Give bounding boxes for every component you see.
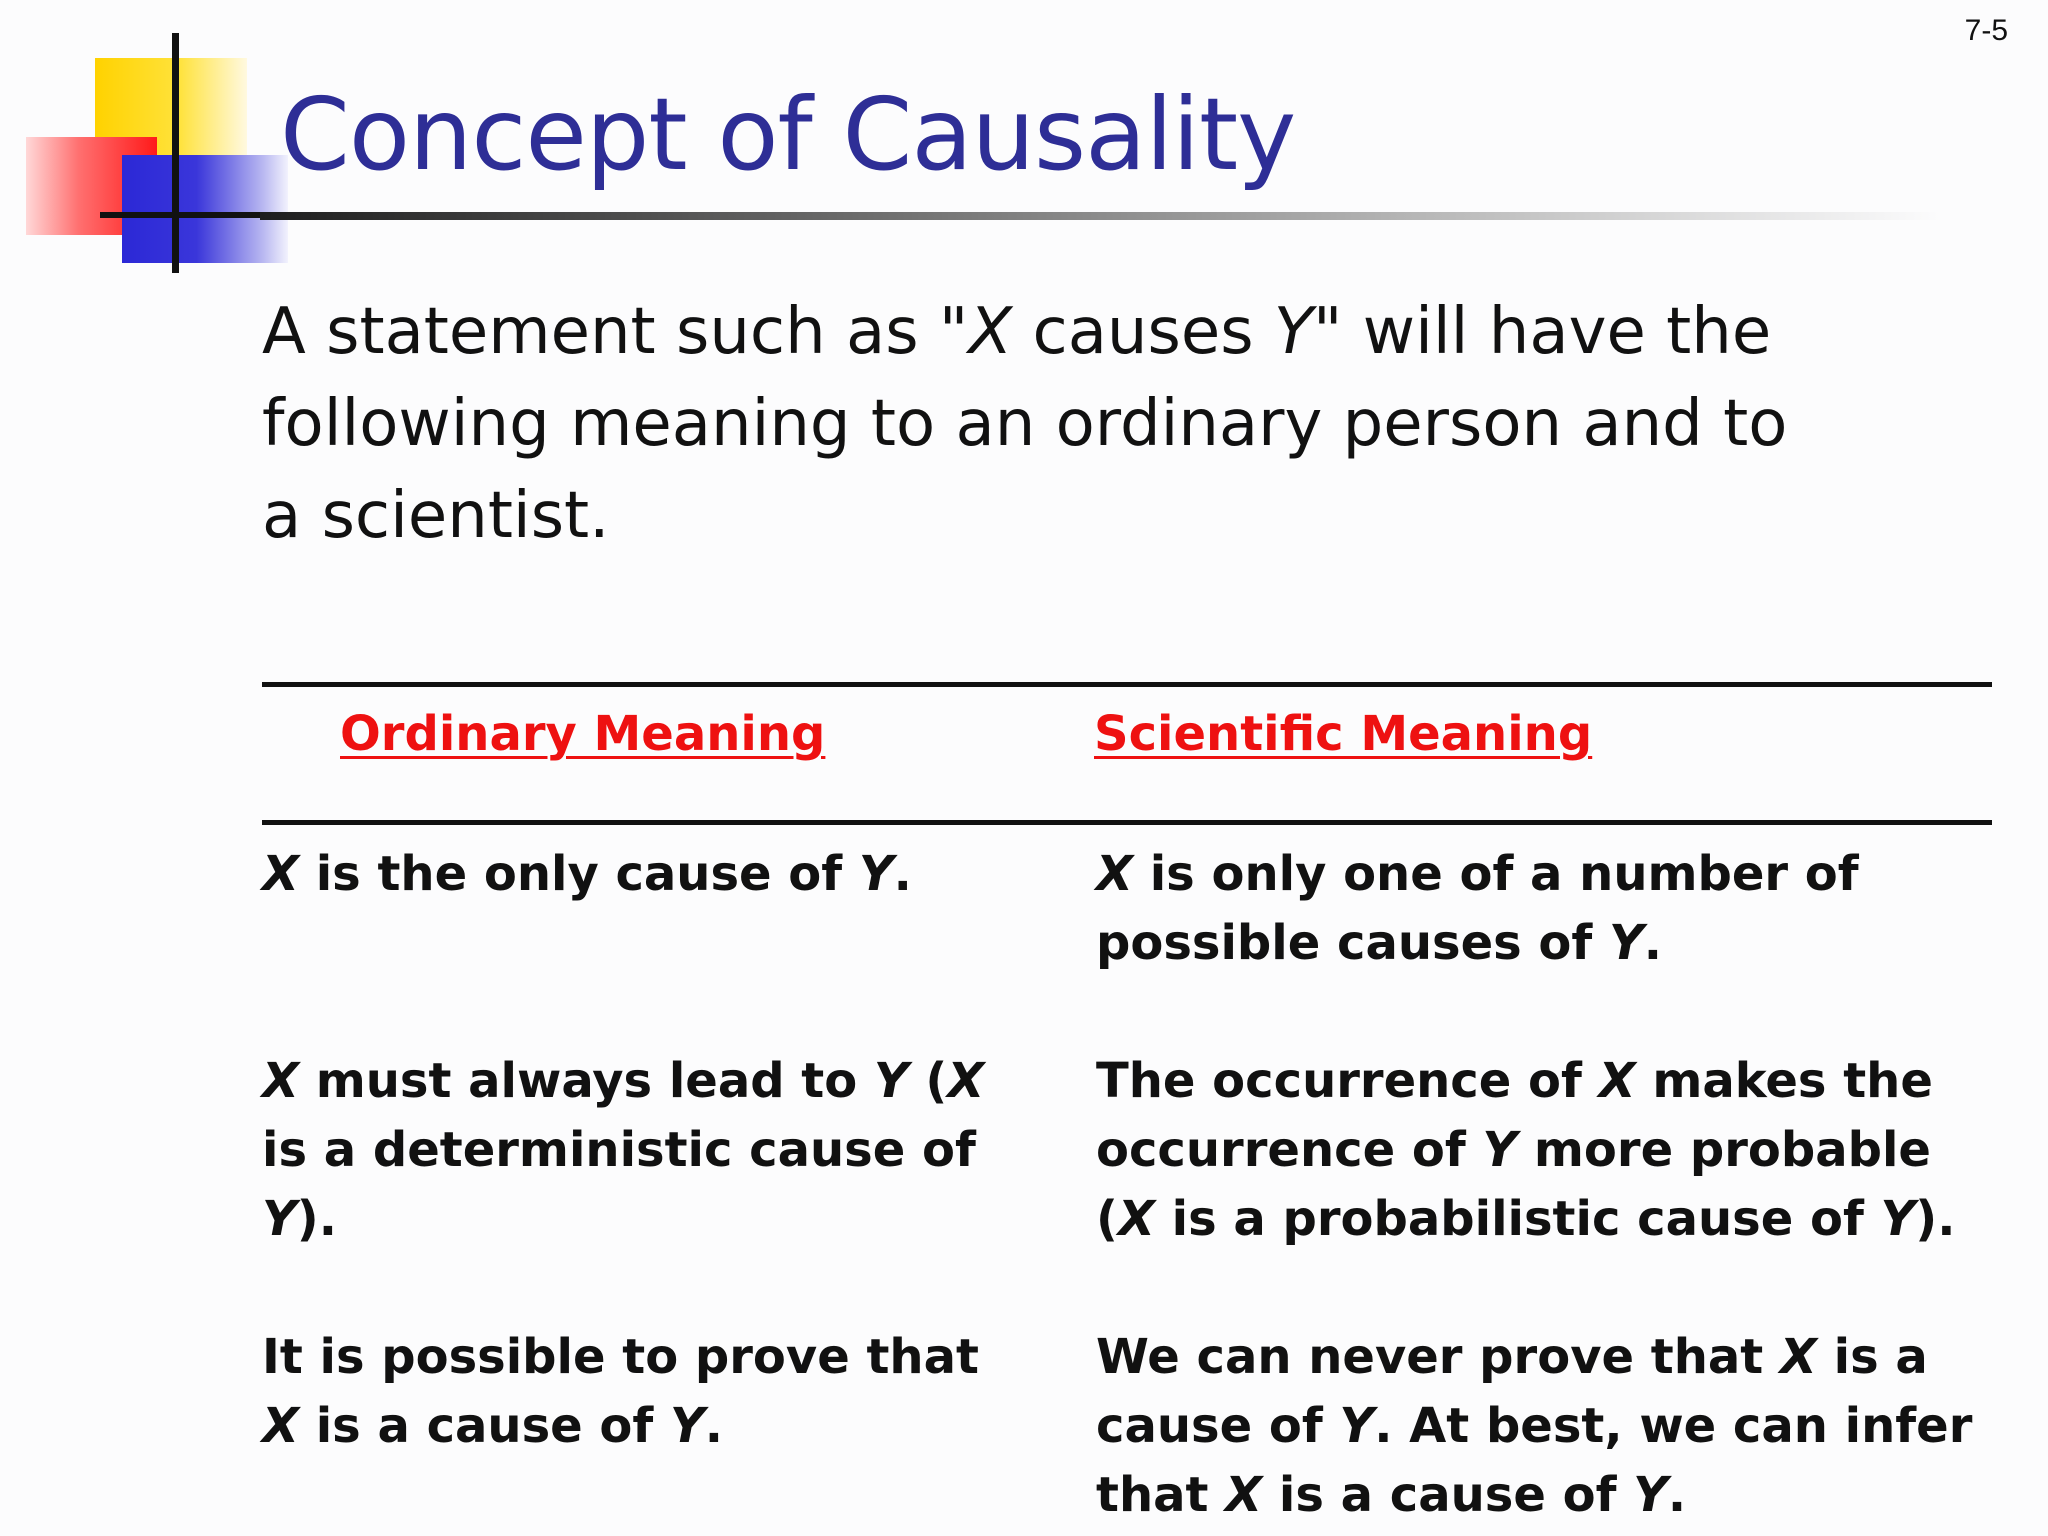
text: is a cause of — [1096, 1329, 1928, 1454]
var: Y — [669, 1398, 705, 1454]
scientific-meaning-2 — [1096, 1047, 1996, 1254]
var: Y — [262, 1191, 297, 1247]
logo-horizontal-bar — [100, 212, 280, 218]
logo-vertical-bar — [172, 33, 179, 273]
ordinary-meaning-3 — [262, 1323, 1022, 1461]
title-underline — [260, 212, 1940, 220]
var: Y — [858, 846, 894, 902]
text: must always lead to — [299, 1053, 874, 1109]
var: X — [947, 1053, 985, 1109]
text: ( — [908, 1053, 948, 1109]
var: X — [1225, 1467, 1263, 1523]
ordinary-meaning-1 — [262, 840, 1022, 909]
var: X — [262, 1053, 300, 1109]
text: It is possible to prove that — [262, 1329, 979, 1385]
header-scientific-meaning: Scientific Meaning — [1094, 706, 1593, 762]
logo-blue-square — [122, 155, 288, 263]
text: is the only cause of — [299, 846, 859, 902]
text: ). — [296, 1191, 337, 1247]
ordinary-meaning-2 — [262, 1047, 1022, 1254]
text: is a cause of — [299, 1398, 670, 1454]
intro-var-y: Y — [1273, 295, 1313, 369]
logo-decoration — [0, 0, 300, 280]
intro-text-1: A statement such as " — [262, 295, 969, 369]
var: X — [1096, 846, 1134, 902]
text: is a probabilistic cause of — [1154, 1191, 1881, 1247]
table-header-rule — [262, 820, 1992, 825]
page-number: 7-5 — [1964, 14, 2008, 47]
text: . — [1643, 915, 1662, 971]
var: X — [1117, 1191, 1155, 1247]
var: X — [1598, 1053, 1636, 1109]
table-top-rule — [262, 682, 1992, 687]
var: Y — [873, 1053, 909, 1109]
text: ). — [1915, 1191, 1956, 1247]
text: is only one of a number of possible causes of — [1096, 846, 1859, 971]
text: The occurrence of — [1096, 1053, 1599, 1109]
var: Y — [1609, 915, 1644, 971]
text: is a deterministic cause of — [262, 1122, 976, 1178]
scientific-meaning-3 — [1096, 1323, 1996, 1530]
var: Y — [1880, 1191, 1916, 1247]
header-ordinary-meaning: Ordinary Meaning — [340, 706, 826, 762]
text: . — [893, 846, 912, 902]
var: X — [262, 846, 300, 902]
var: Y — [1633, 1467, 1668, 1523]
text: . — [1667, 1467, 1687, 1523]
text: . — [704, 1398, 723, 1454]
scientific-meaning-1 — [1096, 840, 1996, 978]
var: Y — [1339, 1398, 1375, 1454]
text: more probable ( — [1096, 1122, 1931, 1247]
intro-text-2: causes — [1012, 295, 1274, 369]
var: Y — [1482, 1122, 1518, 1178]
var: X — [1779, 1329, 1817, 1385]
text: We can never prove that — [1096, 1329, 1780, 1385]
slide-title: Concept of Causality — [280, 76, 1296, 193]
intro-text-3: " will have the following meaning to an ordinary person and to a scientist. — [262, 295, 1788, 553]
text: is a cause of — [1262, 1467, 1634, 1523]
text: makes the occurrence of — [1096, 1053, 1933, 1178]
text: . At best, we can infer that — [1096, 1398, 1973, 1523]
var: X — [262, 1398, 300, 1454]
intro-statement — [262, 286, 1822, 562]
intro-var-x: X — [968, 295, 1013, 369]
